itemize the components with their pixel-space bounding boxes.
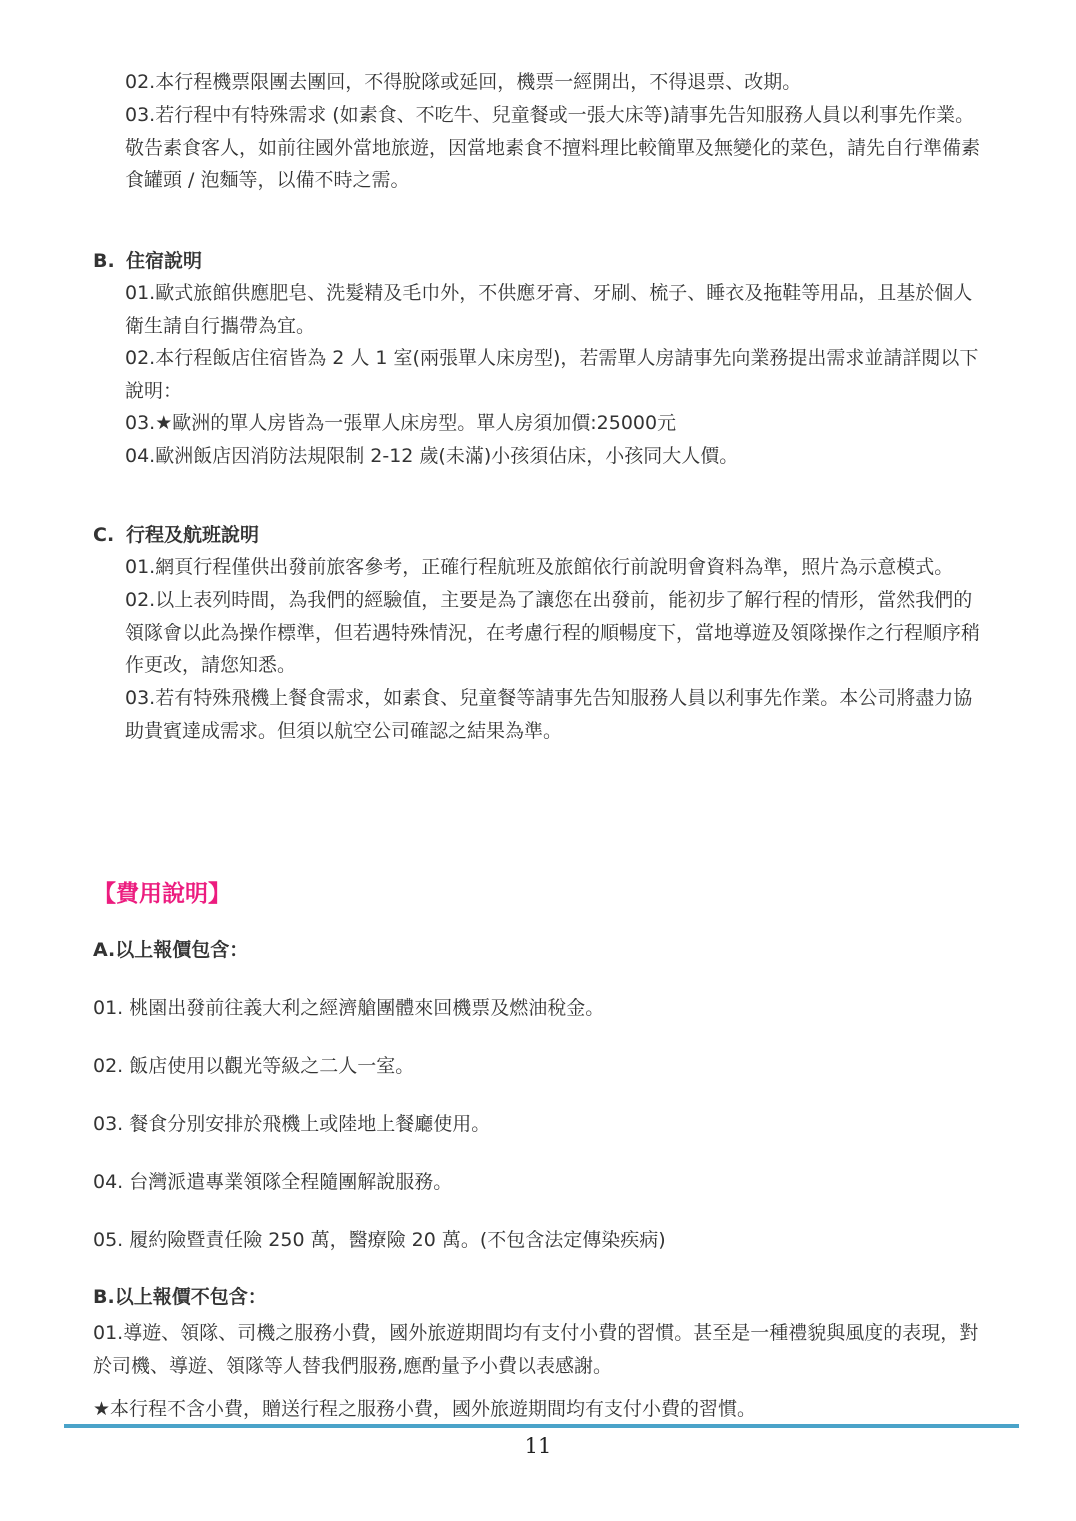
fees-included-item-1: 01. 桃園出發前往義大利之經濟艙團體來回機票及燃油稅金。 (93, 997, 605, 1019)
section-c-letter: C. (93, 524, 115, 546)
itinerary-item-2: 02.以上表列時間，為我們的經驗值，主要是為了讓您在出發前，能初步了解行程的情形，當然我們的領隊會以此為操作標準，但若遇特殊情況，在考慮行程的順暢度下，當地導遊及領隊操作之行程順序稍作更改，請您知悉。 (125, 589, 981, 676)
itinerary-item-1: 01.網頁行程僅供出發前旅客參考，正確行程航班及旅館依行前說明會資料為準，照片為示意模式。 (125, 556, 954, 578)
itinerary-item-3: 03.若有特殊飛機上餐食需求，如素食、兒童餐等請事先告知服務人員以利事先作業。本公司將盡力協助貴賓達成需求。但須以航空公司確認之結果為準。 (125, 687, 973, 742)
page-number: 11 (524, 1434, 552, 1458)
fees-excluded-note: ★本行程不含小費，贈送行程之服務小費，國外旅遊期間均有支付小費的習慣。 (93, 1398, 757, 1420)
section-b-title: 住宿說明 (126, 250, 203, 272)
section-b-heading (93, 246, 202, 276)
fees-included-item-3: 03. 餐食分別安排於飛機上或陸地上餐廳使用。 (93, 1113, 491, 1135)
accommodation-item-3: 03.★歐洲的單人房皆為一張單人床房型。單人房須加價:25000元 (125, 412, 677, 434)
footer-divider (64, 1424, 1019, 1428)
special-needs-item: 03.若行程中有特殊需求 (如素食、不吃牛、兒童餐或一張大床等)請事先告知服務人員以利事先作業。敬告素食客人，如前往國外當地旅遊，因當地素食不擅料理比較簡單及無變化的菜色，請先自行準備素食罐頭 / 泡麵等，以備不時之需。 (125, 104, 981, 191)
section-b-letter: B. (93, 250, 115, 272)
accommodation-item-4: 04.歐洲飯店因消防法規限制 2-12 歲(未滿)小孩須佔床，小孩同大人價。 (125, 445, 739, 467)
airfare-rule-item: 02.本行程機票限團去團回，不得脫隊或延回，機票一經開出，不得退票、改期。 (125, 71, 802, 93)
fees-included-item-4: 04. 台灣派遣專業領隊全程隨團解說服務。 (93, 1171, 453, 1193)
accommodation-item-1: 01.歐式旅館供應肥皂、洗髮精及毛巾外，不供應牙膏、牙刷、梳子、睡衣及拖鞋等用品，且基於個人衛生請自行攜帶為宜。 (125, 282, 973, 337)
fees-included-item-2: 02. 飯店使用以觀光等級之二人一室。 (93, 1055, 415, 1077)
fees-included-item-5: 05. 履約險暨責任險 250 萬，醫療險 20 萬。(不包含法定傳染疾病) (93, 1229, 666, 1251)
fees-excluded-title: B.以上報價不包含： (93, 1286, 267, 1308)
fees-title: 【費用說明】 (93, 881, 231, 907)
fees-included-title: A.以上報價包含： (93, 939, 249, 961)
accommodation-item-2: 02.本行程飯店住宿皆為 2 人 1 室(兩張單人床房型)，若需單人房請事先向業務提出需求並請詳閱以下說明： (125, 347, 979, 402)
fees-excluded-item-1: 01.導遊、領隊、司機之服務小費，國外旅遊期間均有支付小費的習慣。甚至是一種禮貌與風度的表現，對於司機、導遊、領隊等人替我們服務,應酌量予小費以表感謝。 (93, 1322, 979, 1377)
section-c-heading (93, 520, 259, 550)
section-c-title: 行程及航班說明 (126, 524, 260, 546)
